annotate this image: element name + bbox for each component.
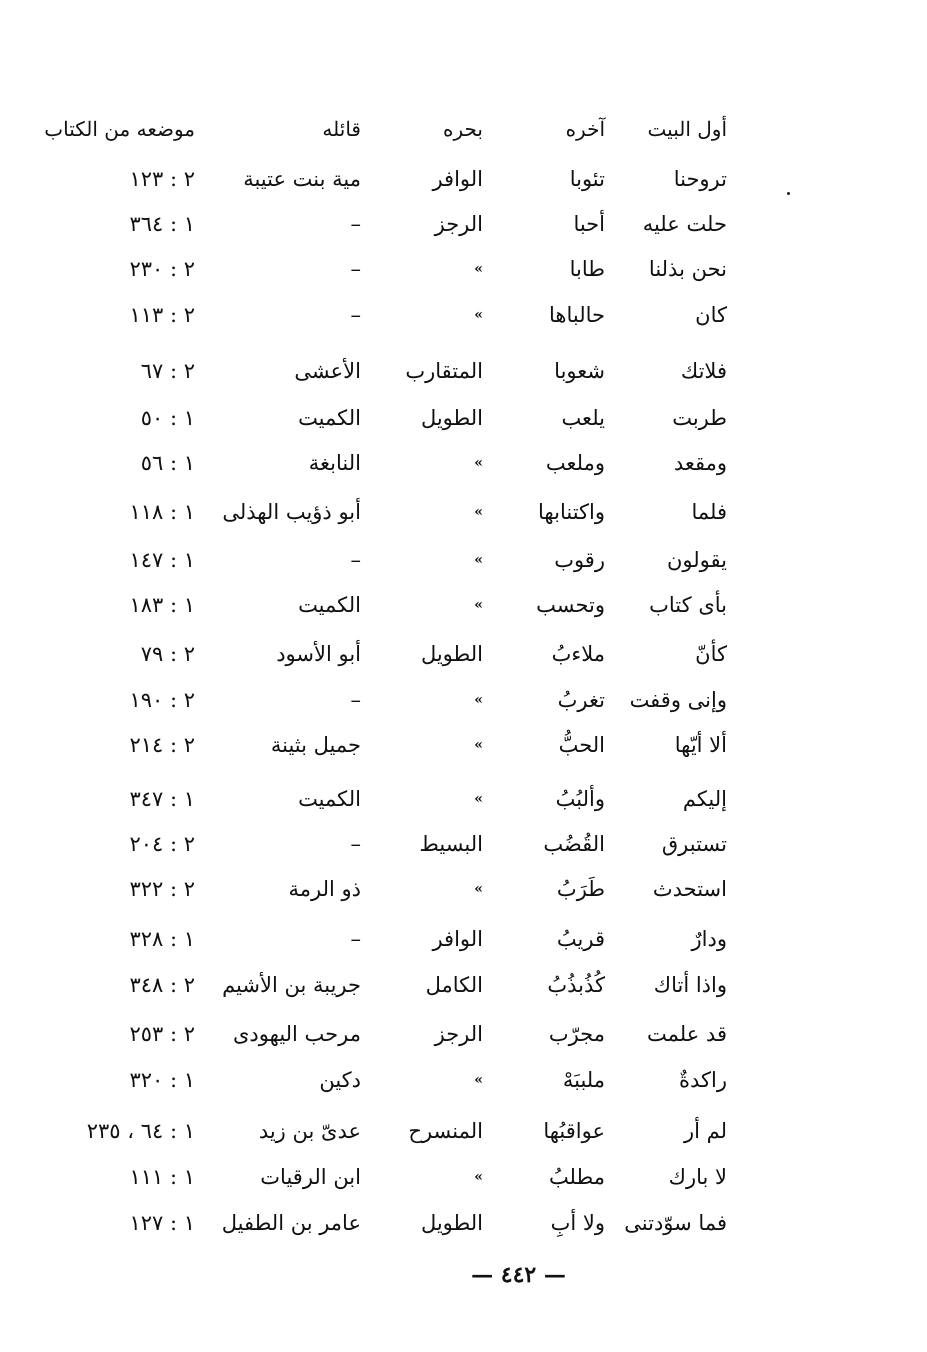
cell-poet: – bbox=[350, 548, 361, 572]
cell-rhyme: يلعب bbox=[561, 406, 605, 430]
cell-poet: الأعشى bbox=[294, 359, 361, 383]
cell-location: ٢ : ٢٣٠ bbox=[129, 257, 195, 281]
table-row bbox=[0, 1063, 927, 1097]
cell-meter: الطويل bbox=[420, 406, 483, 430]
table-row bbox=[0, 298, 927, 332]
cell-rhyme: رقوب bbox=[554, 548, 605, 572]
cell-first-word: بأى كتاب bbox=[649, 593, 727, 617]
cell-first-word: نحن بذلنا bbox=[648, 257, 727, 281]
cell-first-word: فلاتك bbox=[680, 359, 727, 383]
cell-poet: أبو ذؤيب الهذلى bbox=[222, 500, 361, 524]
cell-first-word: استحدث bbox=[652, 877, 727, 901]
cell-location: ٢ : ١٢٣ bbox=[129, 167, 195, 191]
cell-meter: » bbox=[474, 692, 483, 708]
header-first-word: أول البيت bbox=[647, 117, 727, 141]
cell-poet: عدىّ بن زيد bbox=[258, 1119, 361, 1143]
cell-poet: الكميت bbox=[298, 406, 361, 430]
cell-location: ١ : ٣٤٧ bbox=[129, 787, 195, 811]
cell-first-word: فلما bbox=[691, 500, 727, 524]
table-row bbox=[0, 1114, 927, 1148]
header-meter: بحره bbox=[443, 117, 483, 141]
cell-location: ٢ : ٢٥٣ bbox=[129, 1022, 195, 1046]
cell-meter: الرجز bbox=[434, 212, 483, 236]
cell-first-word: لم أر bbox=[683, 1119, 727, 1143]
cell-first-word: إليكم bbox=[682, 787, 727, 811]
cell-first-word: يقولون bbox=[667, 548, 727, 572]
table-row bbox=[0, 827, 927, 861]
cell-location: ١ : ٦٤ ، ٢٣٥ bbox=[86, 1119, 195, 1143]
cell-meter: » bbox=[474, 1169, 483, 1185]
cell-location: ٢ : ١١٣ bbox=[129, 303, 195, 327]
cell-meter: » bbox=[474, 261, 483, 277]
cell-meter: المتقارب bbox=[405, 359, 483, 383]
table-row bbox=[0, 252, 927, 286]
table-row bbox=[0, 1017, 927, 1051]
cell-poet: – bbox=[350, 832, 361, 856]
table-row bbox=[0, 446, 927, 480]
cell-poet: النابغة bbox=[308, 451, 361, 475]
cell-location: ١ : ١٢٧ bbox=[129, 1211, 195, 1235]
header-rhyme: آخره bbox=[565, 117, 605, 141]
cell-rhyme: شعوبا bbox=[554, 359, 605, 383]
cell-poet: مرحب اليهودى bbox=[233, 1022, 361, 1046]
table-row bbox=[0, 207, 927, 241]
cell-meter: » bbox=[474, 737, 483, 753]
cell-rhyme: ملببَهْ bbox=[562, 1068, 605, 1092]
cell-first-word: راكدةٌ bbox=[679, 1068, 727, 1092]
cell-poet: جميل بثينة bbox=[270, 733, 361, 757]
cell-rhyme: مطلبُ bbox=[548, 1165, 605, 1189]
table-row bbox=[0, 543, 927, 577]
cell-rhyme: أحبا bbox=[573, 212, 605, 236]
cell-meter: » bbox=[474, 307, 483, 323]
table-row bbox=[0, 728, 927, 762]
cell-location: ٢ : ٣٢٢ bbox=[129, 877, 195, 901]
cell-rhyme: وتحسب bbox=[536, 593, 605, 617]
table-row bbox=[0, 968, 927, 1002]
cell-location: ٢ : ٧٩ bbox=[140, 642, 195, 666]
cell-location: ١ : ٣٢٨ bbox=[129, 927, 195, 951]
cell-poet: مية بنت عتيبة bbox=[243, 167, 361, 191]
ink-speck bbox=[787, 192, 790, 195]
cell-meter: » bbox=[474, 1072, 483, 1088]
cell-rhyme: طابا bbox=[569, 257, 605, 281]
cell-location: ١ : ٥٠ bbox=[140, 406, 195, 430]
cell-meter: » bbox=[474, 881, 483, 897]
table-row bbox=[0, 354, 927, 388]
cell-rhyme: واكتنابها bbox=[538, 500, 605, 524]
cell-rhyme: حالباها bbox=[549, 303, 605, 327]
cell-location: ١ : ٣٢٠ bbox=[129, 1068, 195, 1092]
cell-meter: » bbox=[474, 504, 483, 520]
cell-poet: الكميت bbox=[298, 593, 361, 617]
cell-meter: » bbox=[474, 455, 483, 471]
cell-location: ١ : ١٤٧ bbox=[129, 548, 195, 572]
cell-rhyme: قريبُ bbox=[556, 927, 605, 951]
cell-rhyme: القُضُب bbox=[543, 832, 605, 856]
cell-poet: ابن الرقيات bbox=[260, 1165, 361, 1189]
cell-meter: الوافر bbox=[432, 927, 483, 951]
cell-first-word: حلت عليه bbox=[642, 212, 727, 236]
cell-poet: عامر بن الطفيل bbox=[221, 1211, 361, 1235]
cell-meter: » bbox=[474, 552, 483, 568]
cell-meter: الطويل bbox=[420, 1211, 483, 1235]
table-row bbox=[0, 637, 927, 671]
cell-poet: – bbox=[350, 212, 361, 236]
cell-location: ٢ : ٢١٤ bbox=[129, 733, 195, 757]
cell-meter: الطويل bbox=[420, 642, 483, 666]
cell-poet: – bbox=[350, 257, 361, 281]
header-poet: قائله bbox=[322, 117, 361, 141]
cell-first-word: تروحنا bbox=[673, 167, 727, 191]
table-row bbox=[0, 162, 927, 196]
table-row bbox=[0, 588, 927, 622]
cell-poet: جريبة بن الأشيم bbox=[222, 973, 361, 997]
cell-meter: المنسرح bbox=[408, 1119, 483, 1143]
cell-first-word: طربت bbox=[672, 406, 727, 430]
cell-rhyme: طَرَبُ bbox=[556, 877, 605, 901]
cell-meter: الرجز bbox=[434, 1022, 483, 1046]
cell-rhyme: وملعب bbox=[545, 451, 605, 475]
cell-first-word: واذا أتاك bbox=[653, 973, 727, 997]
cell-location: ٢ : ٦٧ bbox=[140, 359, 195, 383]
cell-first-word: ودارٌ bbox=[691, 927, 727, 951]
cell-meter: » bbox=[474, 791, 483, 807]
table-row bbox=[0, 1206, 927, 1240]
cell-rhyme: تغربُ bbox=[557, 688, 605, 712]
table-row bbox=[0, 922, 927, 956]
table-row bbox=[0, 683, 927, 717]
cell-rhyme: تئوبا bbox=[569, 167, 605, 191]
table-row bbox=[0, 1160, 927, 1194]
cell-rhyme: ولا أبِ bbox=[550, 1211, 605, 1235]
header-location: موضعه من الكتاب bbox=[44, 117, 195, 141]
cell-meter: البسيط bbox=[419, 832, 483, 856]
cell-poet: – bbox=[350, 688, 361, 712]
cell-poet: الكميت bbox=[298, 787, 361, 811]
cell-meter: الكامل bbox=[425, 973, 483, 997]
page-number-text: — ٤٤٢ — bbox=[471, 1262, 566, 1288]
table-row bbox=[0, 401, 927, 435]
table-row bbox=[0, 495, 927, 529]
cell-rhyme: عواقبُها bbox=[543, 1119, 605, 1143]
cell-poet: – bbox=[350, 927, 361, 951]
cell-rhyme: الحبُّ bbox=[558, 733, 605, 757]
cell-poet: ذو الرمة bbox=[288, 877, 361, 901]
cell-poet: دكين bbox=[319, 1068, 361, 1092]
cell-location: ١ : ٥٦ bbox=[140, 451, 195, 475]
cell-meter: الوافر bbox=[432, 167, 483, 191]
cell-first-word: لا بارك bbox=[668, 1165, 727, 1189]
table-header bbox=[0, 112, 927, 146]
cell-location: ١ : ١١١ bbox=[129, 1165, 195, 1189]
cell-first-word: فما سوّدتنى bbox=[624, 1211, 727, 1235]
cell-first-word: تستبرق bbox=[661, 832, 727, 856]
page-number bbox=[0, 1262, 927, 1288]
cell-rhyme: كُذُبذُبُ bbox=[547, 973, 605, 997]
cell-rhyme: وألبُبُ bbox=[555, 787, 605, 811]
cell-rhyme: ملاءبُ bbox=[551, 642, 605, 666]
cell-location: ١ : ١٨٣ bbox=[129, 593, 195, 617]
cell-poet: – bbox=[350, 303, 361, 327]
cell-meter: » bbox=[474, 597, 483, 613]
cell-location: ٢ : ٢٠٤ bbox=[129, 832, 195, 856]
cell-first-word: كان bbox=[695, 303, 727, 327]
table-row bbox=[0, 872, 927, 906]
cell-first-word: كأنّ bbox=[695, 642, 727, 666]
cell-location: ٢ : ٣٤٨ bbox=[129, 973, 195, 997]
cell-location: ١ : ٣٦٤ bbox=[129, 212, 195, 236]
cell-first-word: وإنى وقفت bbox=[629, 688, 727, 712]
cell-location: ٢ : ١٩٠ bbox=[129, 688, 195, 712]
cell-first-word: ألا أيّها bbox=[674, 733, 727, 757]
cell-first-word: قد علمت bbox=[647, 1022, 727, 1046]
cell-poet: أبو الأسود bbox=[276, 642, 361, 666]
cell-rhyme: مجرّب bbox=[548, 1022, 605, 1046]
cell-first-word: ومقعد bbox=[673, 451, 727, 475]
table-row bbox=[0, 782, 927, 816]
cell-location: ١ : ١١٨ bbox=[129, 500, 195, 524]
